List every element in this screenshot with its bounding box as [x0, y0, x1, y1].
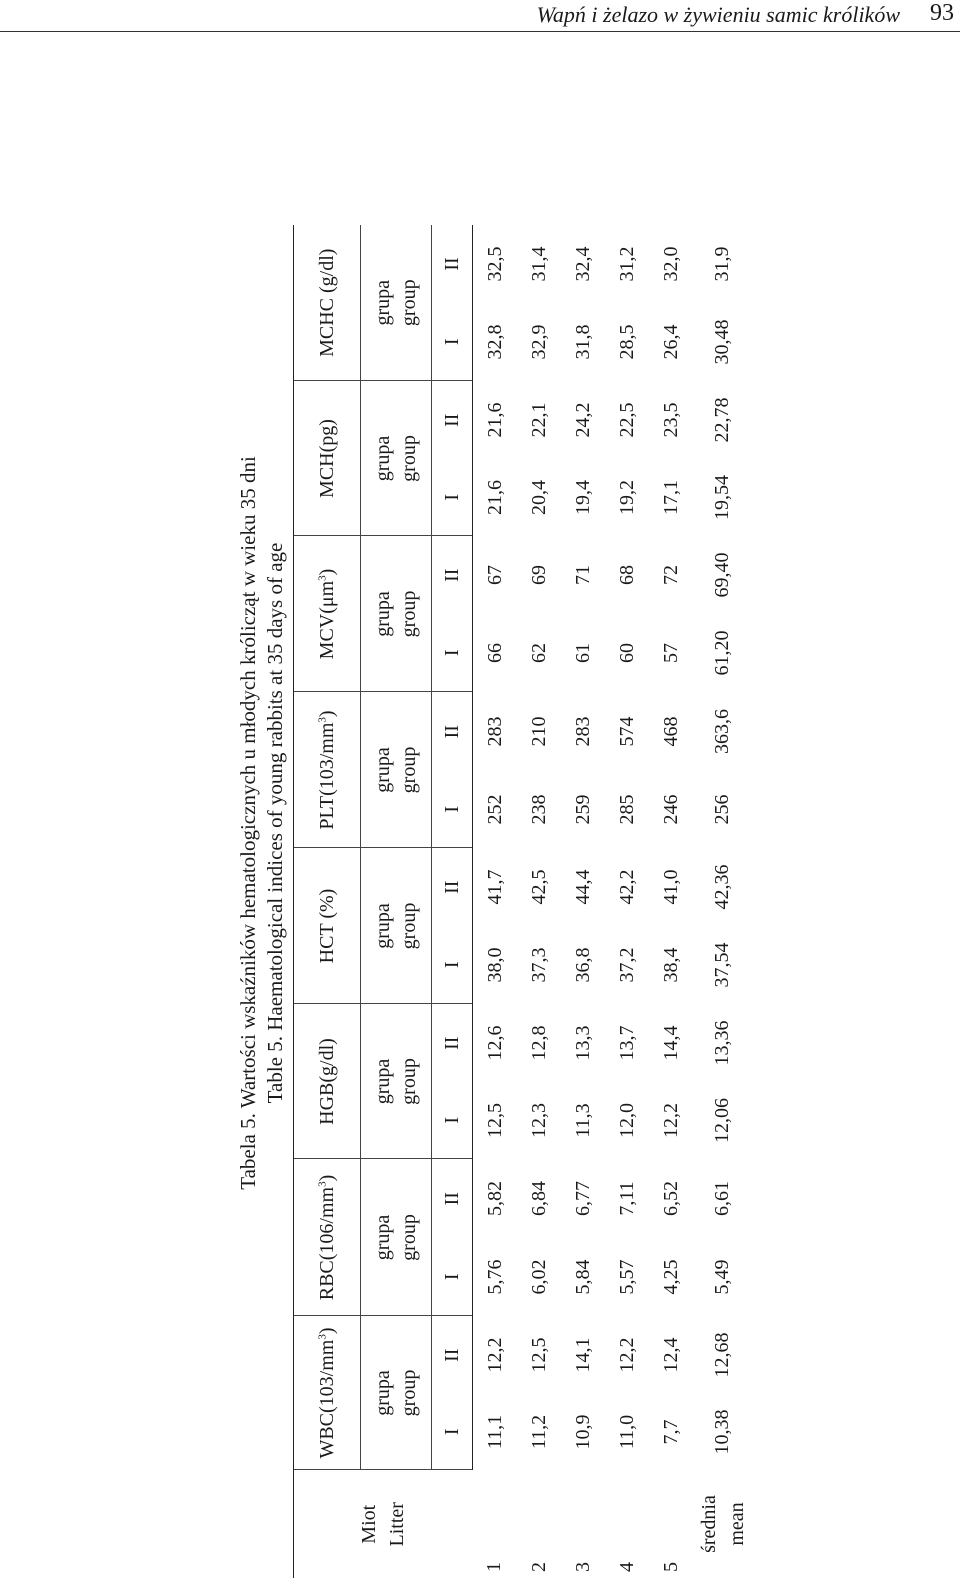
value-cell: 283: [571, 716, 594, 747]
running-title: Wapń i żelazo w żywieniu samic królików: [536, 2, 900, 27]
param-close: ): [315, 1174, 338, 1182]
param-close: ): [315, 1327, 338, 1335]
litter-number: 1: [483, 1562, 506, 1572]
table-body: [294, 225, 752, 1578]
mean-value-cell: 10,38: [710, 1409, 733, 1455]
group-label-pl: grupa: [372, 1058, 394, 1105]
value-cell: 252: [483, 794, 506, 825]
mean-value-cell: 69,40: [710, 552, 733, 598]
value-cell: 12,6: [483, 1025, 506, 1061]
mean-label-pl: średnia: [698, 1495, 720, 1553]
value-cell: 21,6: [483, 480, 506, 515]
param-close: ): [315, 568, 338, 576]
value-cell: 57: [659, 643, 682, 663]
value-cell: 285: [615, 794, 638, 825]
param-close: ): [315, 710, 338, 718]
mean-value-cell: 13,36: [710, 1020, 733, 1066]
value-cell: 32,8: [483, 324, 506, 360]
value-cell: 6,77: [571, 1181, 594, 1216]
value-cell: 22,1: [527, 402, 550, 438]
table-row: [473, 225, 518, 1578]
value-cell: 20,4: [527, 480, 550, 515]
table-caption-pl: Tabela 5. Wartości wskaźników hematologicznych u młodych królicząt w wieku 35 dni: [236, 456, 260, 1190]
subgroup-label: I: [432, 614, 473, 692]
value-cell: 259: [571, 794, 594, 825]
table-row: [649, 225, 693, 1578]
value-cell: 24,2: [571, 402, 594, 438]
group-label-pl: grupa: [372, 279, 394, 326]
param-name: PLT(103/mm: [315, 722, 338, 830]
value-cell: 12,2: [483, 1337, 506, 1373]
table-row: [605, 225, 649, 1578]
value-cell: 6,52: [659, 1181, 682, 1216]
header-row-params: [294, 225, 361, 1578]
param-header: [294, 225, 361, 381]
param-unit-exponent: 3: [315, 575, 328, 581]
mean-value-cell: 22,78: [710, 397, 733, 443]
value-cell: 19,4: [571, 480, 594, 515]
value-cell: 66: [483, 643, 506, 663]
value-cell: 31,4: [527, 246, 550, 282]
subgroup-label: I: [432, 926, 473, 1004]
haematology-table: [293, 225, 751, 1578]
value-cell: 246: [659, 794, 682, 825]
mean-value-cell: 256: [710, 794, 733, 825]
value-cell: 574: [615, 716, 638, 747]
value-cell: 38,0: [483, 947, 506, 983]
mean-value-cell: 31,9: [710, 246, 733, 282]
value-cell: 61: [571, 643, 594, 663]
mean-value-cell: 19,54: [710, 475, 733, 520]
group-label-en: group: [398, 1369, 420, 1417]
group-header: [361, 225, 432, 381]
value-cell: 31,2: [615, 246, 638, 282]
value-cell: 41,0: [659, 869, 682, 905]
subgroup-label: II: [432, 848, 473, 926]
param-name: RBC(106/mm: [315, 1186, 338, 1301]
group-label-pl: grupa: [372, 435, 394, 482]
mean-value-cell: 12,06: [710, 1098, 733, 1143]
group-header: [361, 381, 432, 536]
mean-value-cell: 5,49: [710, 1259, 733, 1295]
value-cell: 37,2: [615, 947, 638, 983]
table-caption-en: Table 5. Haematological indices of young rabbits at 35 days of age: [263, 542, 287, 1104]
param-header: [294, 381, 361, 536]
group-label-pl: grupa: [372, 747, 394, 793]
litter-number: 2: [527, 1562, 550, 1572]
group-label-pl: grupa: [372, 1370, 394, 1416]
value-cell: 7,7: [659, 1419, 682, 1445]
mean-value-cell: 61,20: [710, 630, 733, 676]
subgroup-label: II: [432, 381, 473, 459]
param-name: HCT (%): [315, 888, 338, 964]
mean-value-cell: 6,61: [710, 1181, 733, 1216]
value-cell: 31,8: [571, 324, 594, 360]
value-cell: 6,84: [527, 1181, 550, 1216]
value-cell: 60: [615, 643, 638, 663]
value-cell: 69: [527, 565, 550, 585]
mean-value-cell: 42,36: [710, 864, 733, 910]
value-cell: 42,5: [527, 869, 550, 905]
value-cell: 210: [527, 716, 550, 747]
value-cell: 5,76: [483, 1259, 506, 1295]
subgroup-label: I: [432, 303, 473, 381]
header-row-subgroups: [432, 225, 473, 1578]
value-cell: 67: [483, 565, 506, 585]
param-header: [294, 848, 361, 1004]
param-unit-exponent: 3: [315, 1334, 328, 1340]
group-label-en: group: [398, 590, 420, 638]
group-label-pl: grupa: [372, 903, 394, 949]
group-label-pl: grupa: [372, 591, 394, 637]
mean-value-cell: 12,68: [710, 1332, 733, 1378]
litter-number: 5: [659, 1562, 682, 1572]
subgroup-label: I: [432, 1082, 473, 1159]
value-cell: 71: [571, 565, 594, 585]
param-name: MCV(μm: [315, 580, 338, 660]
group-header: [361, 1159, 432, 1316]
group-label-en: group: [398, 279, 420, 327]
value-cell: 21,6: [483, 402, 506, 438]
param-unit-exponent: 3: [315, 717, 328, 723]
mean-row: [693, 225, 751, 1578]
rotated-table-block: [235, 68, 935, 1578]
value-cell: 13,7: [615, 1025, 638, 1061]
litter-header: [294, 1470, 473, 1578]
group-label-en: group: [398, 1214, 420, 1261]
mean-value-cell: 30,48: [710, 319, 733, 365]
group-header: [361, 536, 432, 692]
value-cell: 19,2: [615, 480, 638, 515]
value-cell: 11,2: [527, 1414, 550, 1450]
value-cell: 36,8: [571, 947, 594, 983]
param-header: [294, 692, 361, 848]
litter-header-pl: Miot: [358, 1504, 381, 1544]
param-header: [294, 536, 361, 692]
value-cell: 37,3: [527, 947, 550, 983]
param-header: [294, 1159, 361, 1316]
value-cell: 22,5: [615, 402, 638, 438]
value-cell: 10,9: [571, 1414, 594, 1450]
value-cell: 32,0: [659, 246, 682, 282]
value-cell: 4,25: [659, 1259, 682, 1295]
param-name: HGB(g/dl): [315, 1038, 338, 1125]
mean-value-cell: 363,6: [710, 709, 733, 754]
value-cell: 11,3: [571, 1103, 594, 1138]
param-unit-exponent: 3: [315, 1181, 328, 1187]
subgroup-label: I: [432, 771, 473, 848]
subgroup-label: I: [432, 459, 473, 536]
subgroup-label: II: [432, 1004, 473, 1082]
table-wrapper: [293, 68, 935, 1578]
value-cell: 12,2: [659, 1103, 682, 1138]
value-cell: 468: [659, 716, 682, 747]
group-header: [361, 1004, 432, 1159]
group-header: [361, 692, 432, 848]
value-cell: 42,2: [615, 869, 638, 905]
value-cell: 14,4: [659, 1025, 682, 1061]
group-label-en: group: [398, 1058, 420, 1105]
value-cell: 12,5: [527, 1337, 550, 1373]
table-row: [517, 225, 561, 1578]
value-cell: 12,8: [527, 1025, 550, 1061]
value-cell: 44,4: [571, 869, 594, 905]
litter-number: 3: [571, 1562, 594, 1572]
value-cell: 12,4: [659, 1337, 682, 1373]
subgroup-label: II: [432, 1159, 473, 1238]
value-cell: 41,7: [483, 869, 506, 905]
param-name: WBC(103/mm: [315, 1339, 338, 1459]
value-cell: 32,9: [527, 324, 550, 360]
subgroup-label: I: [432, 1394, 473, 1470]
subgroup-label: II: [432, 225, 473, 303]
value-cell: 28,5: [615, 324, 638, 360]
value-cell: 238: [527, 794, 550, 825]
litter-header-en: Litter: [386, 1502, 409, 1547]
value-cell: 12,2: [615, 1337, 638, 1373]
group-label-en: group: [398, 746, 420, 794]
mean-label-en: mean: [726, 1502, 748, 1546]
value-cell: 68: [615, 565, 638, 585]
value-cell: 12,5: [483, 1103, 506, 1138]
litter-number: 4: [615, 1562, 638, 1572]
value-cell: 11,1: [483, 1414, 506, 1450]
group-header: [361, 1316, 432, 1470]
value-cell: 283: [483, 716, 506, 747]
value-cell: 12,0: [615, 1103, 638, 1138]
header-row-groups: [361, 225, 432, 1578]
value-cell: 32,4: [571, 246, 594, 282]
value-cell: 62: [527, 643, 550, 663]
value-cell: 14,1: [571, 1337, 594, 1373]
value-cell: 26,4: [659, 324, 682, 360]
value-cell: 13,3: [571, 1025, 594, 1061]
mean-label: [693, 1470, 751, 1578]
subgroup-label: II: [432, 536, 473, 614]
value-cell: 17,1: [659, 480, 682, 515]
subgroup-label: II: [432, 692, 473, 771]
value-cell: 32,5: [483, 246, 506, 282]
page-number: 93: [930, 0, 954, 26]
subgroup-label: I: [432, 1238, 473, 1316]
mean-value-cell: 37,54: [710, 942, 733, 988]
running-head: [0, 0, 960, 32]
value-cell: 5,82: [483, 1181, 506, 1216]
group-label-pl: grupa: [372, 1214, 394, 1261]
group-header: [361, 848, 432, 1004]
param-header: [294, 1004, 361, 1159]
value-cell: 6,02: [527, 1259, 550, 1295]
value-cell: 7,11: [615, 1181, 638, 1216]
param-header: [294, 1316, 361, 1470]
group-label-en: group: [398, 435, 420, 482]
value-cell: 38,4: [659, 947, 682, 983]
param-name: MCH(pg): [315, 419, 338, 498]
value-cell: 72: [659, 565, 682, 585]
value-cell: 23,5: [659, 402, 682, 438]
table-row: [561, 225, 605, 1578]
value-cell: 5,84: [571, 1259, 594, 1295]
group-label-en: group: [398, 902, 420, 950]
value-cell: 11,0: [615, 1414, 638, 1450]
value-cell: 12,3: [527, 1103, 550, 1138]
param-name: MCHC (g/dl): [315, 248, 338, 357]
subgroup-label: II: [432, 1316, 473, 1394]
value-cell: 5,57: [615, 1259, 638, 1295]
